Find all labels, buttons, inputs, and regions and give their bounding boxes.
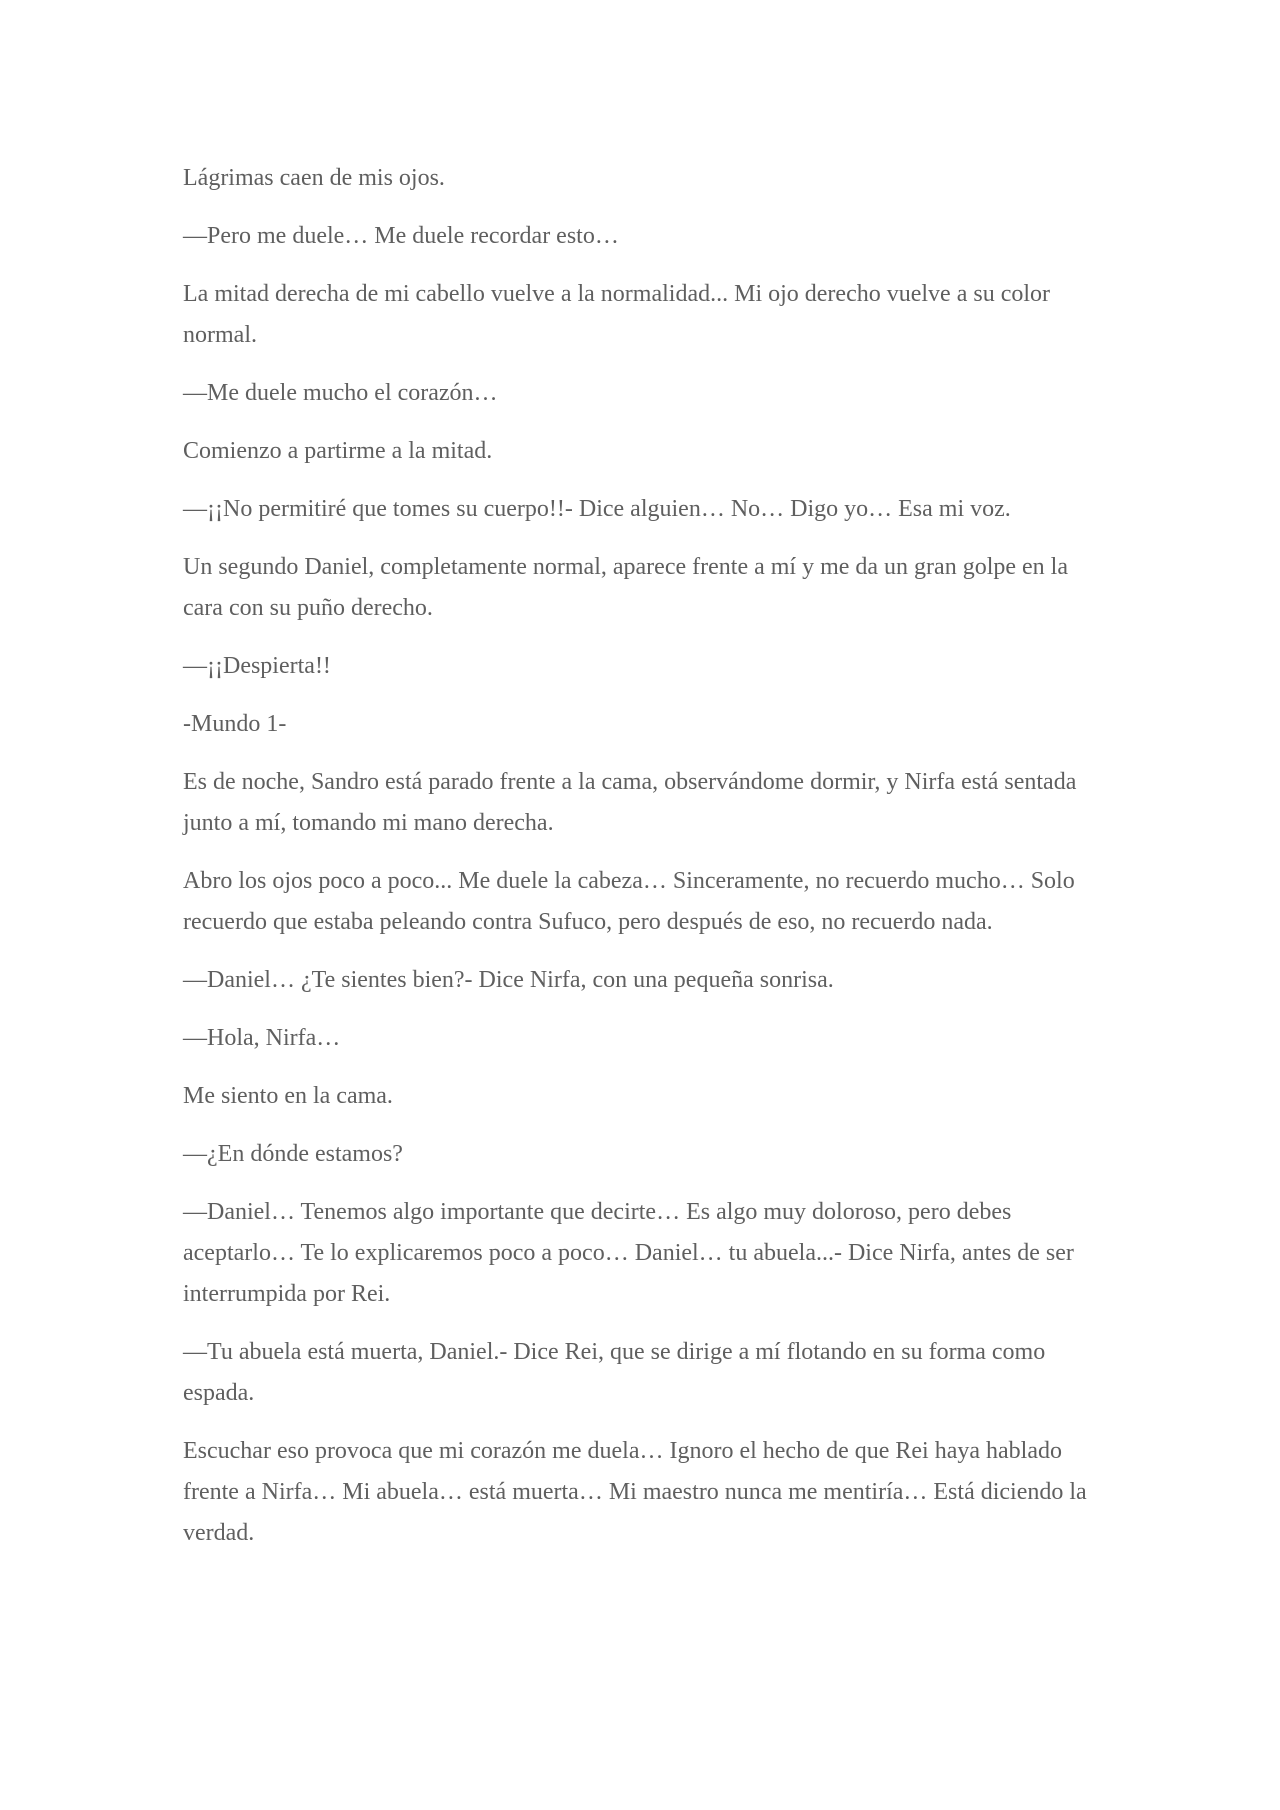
paragraph: Comienzo a partirme a la mitad. xyxy=(183,438,493,464)
paragraph: —¡¡No permitiré que tomes su cuerpo!!- Dice alguien… No… Digo yo… Esa mi voz. xyxy=(183,496,1011,522)
paragraph: Lágrimas caen de mis ojos. xyxy=(183,165,445,191)
document-body xyxy=(183,158,1100,1554)
paragraph: Abro los ojos poco a poco... Me duele la cabeza… Sinceramente, no recuerdo mucho… Solo recuerdo que estaba peleando contra Sufuco, pero después de eso, no recuerdo nada. xyxy=(183,868,1075,935)
paragraph: —Daniel… ¿Te sientes bien?- Dice Nirfa, con una pequeña sonrisa. xyxy=(183,967,834,993)
paragraph: —Daniel… Tenemos algo importante que decirte… Es algo muy doloroso, pero debes aceptarlo… Te lo explicaremos poco a poco… Daniel… tu abuela...- Dice Nirfa, antes de ser interrumpida por Rei. xyxy=(183,1199,1074,1307)
paragraph: —Me duele mucho el corazón… xyxy=(183,380,498,406)
paragraph: La mitad derecha de mi cabello vuelve a la normalidad... Mi ojo derecho vuelve a su color normal. xyxy=(183,281,1050,348)
paragraph: Es de noche, Sandro está parado frente a la cama, observándome dormir, y Nirfa está sentada junto a mí, tomando mi mano derecha. xyxy=(183,769,1077,836)
paragraph: —¡¡Despierta!! xyxy=(183,653,331,679)
paragraph: Me siento en la cama. xyxy=(183,1083,393,1109)
paragraph: —Tu abuela está muerta, Daniel.- Dice Rei, que se dirige a mí flotando en su forma como espada. xyxy=(183,1339,1046,1406)
paragraph: Un segundo Daniel, completamente normal, aparece frente a mí y me da un gran golpe en la cara con su puño derecho. xyxy=(183,554,1068,621)
paragraph: —Pero me duele… Me duele recordar esto… xyxy=(183,223,619,249)
paragraph: —Hola, Nirfa… xyxy=(183,1025,341,1051)
section-heading: -Mundo 1- xyxy=(183,711,287,737)
paragraph: Escuchar eso provoca que mi corazón me duela… Ignoro el hecho de que Rei haya hablado frente a Nirfa… Mi abuela… está muerta… Mi maestro nunca me mentiría… Está diciendo la verdad. xyxy=(183,1438,1087,1546)
paragraph: —¿En dónde estamos? xyxy=(183,1141,403,1167)
